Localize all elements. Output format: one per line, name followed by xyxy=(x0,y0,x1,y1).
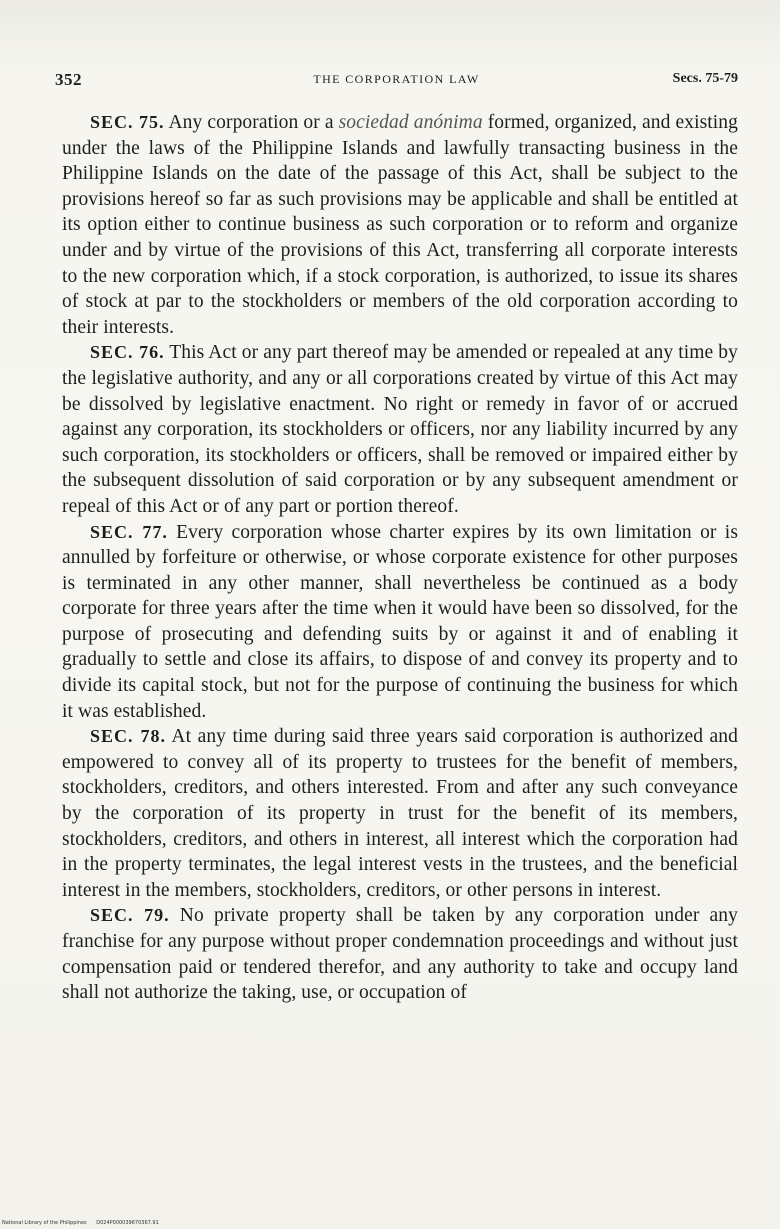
scan-footer xyxy=(2,1220,167,1226)
section-text: Any corporation or a xyxy=(164,112,339,133)
section-text: This Act or any part thereof may be amended or repealed at any time by the legislative authority, and any or all corporations created by virtue of this Act may be dissolved by legislative enactment. No right or remedy in favor of or accrued against any corporation, its stockholders or officers, nor any liability incurred by any such corporation, its stockholders or officers, shall be removed or impaired either by the subsequent dissolution of said corporation or by any subsequent amendment or repeal of this Act or of any part or portion thereof. xyxy=(62,342,738,517)
section-emphasis: sociedad anónima xyxy=(338,112,483,133)
section-text: Every corporation whose charter expires by its own limitation or is annulled by forfeiture or otherwise, or whose corporate existence for other purposes is terminated in any other manner, shall nevertheless be continued as a body corporate for three years after the time when it would have been so dissolved, for the purpose of prosecuting and defending suits by or against it and of enabling it gradually to settle and close its affairs, to dispose of and convey its property and to divide its capital stock, but not for the purpose of continuing the business for which it was established. xyxy=(62,521,739,722)
section-75 xyxy=(62,110,738,340)
section-76 xyxy=(62,340,738,519)
section-text: At any time during said three years said corporation is authorized and empowered to convey all of its property to trustees for the benefit of members, stockholders, creditors, and others interested. From and after any such conveyance by the corporation of its property in trust for the benefit of its members, stockholders, creditors, and others in interest, all interest which the corporation had in the property terminates, the legal interest vests in the trustees, and the beneficial interest in the members, stockholders, creditors, or other persons in interest. xyxy=(62,726,738,901)
section-text: No private property shall be taken by any corporation under any franchise for any purpose without proper condemnation proceedings and without just compensation paid or tendered therefor, and any authority to take and occupy land shall not authorize the taking, use, or occupation of xyxy=(62,905,738,1004)
section-77 xyxy=(62,520,738,725)
section-78 xyxy=(62,724,738,903)
section-label: SEC. 75. xyxy=(90,112,165,132)
section-79 xyxy=(62,903,738,1005)
page-number: 352 xyxy=(55,70,82,89)
sections-range: Secs. 75-79 xyxy=(672,71,738,86)
running-head xyxy=(55,70,738,92)
running-title: THE CORPORATION LAW xyxy=(313,72,480,86)
section-label: SEC. 77. xyxy=(90,521,168,542)
section-text: formed, organized, and existing under the laws of the Philippine Islands and lawfully transacting business in the Philippine Islands on the date of the passage of this Act, shall be subject to the provisions hereof so far as such provisions may be applicable and shall be entitled at its option either to continue business as such corporation or to reform and organize under and by virtue of the provisions of this Act, transferring all corporate interests to the new corporation which, if a stock corporation, is authorized, to issue its shares of stock at par to the stockholders or members of the old corporation according to their interests. xyxy=(62,112,739,338)
library-credit: National Library of the Philippines xyxy=(2,1220,87,1226)
section-label: SEC. 76. xyxy=(90,342,165,363)
statute-text xyxy=(62,110,738,1006)
scan-identifier: D024P000039670367.91 xyxy=(96,1220,159,1226)
section-label: SEC. 78. xyxy=(90,726,167,747)
section-label: SEC. 79. xyxy=(90,905,170,926)
